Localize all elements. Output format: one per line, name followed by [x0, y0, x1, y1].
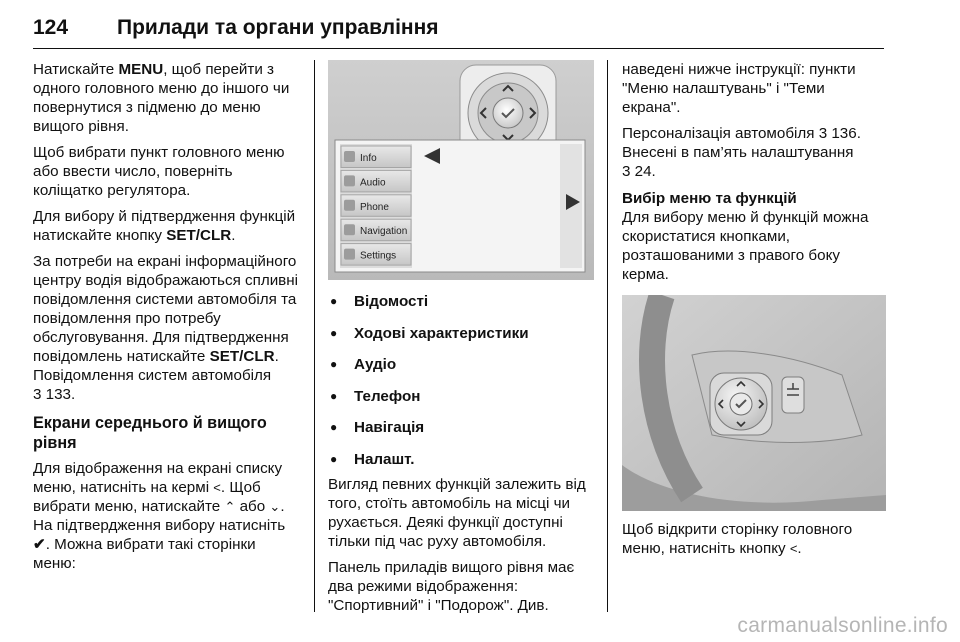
phone-icon — [344, 200, 355, 211]
paragraph-instructions: наведені нижче інструкції: пункти "Меню налаштувань" і "Теми екрана". — [622, 61, 856, 116]
paragraph-display-modes: Панель приладів вищого рівня має два режими відображення: "Спортивний" і "Подорож". Див. — [328, 559, 575, 614]
header-rule — [33, 48, 884, 49]
navigation-icon — [344, 224, 355, 235]
screen-menu-item — [341, 146, 411, 168]
paragraph-function-availability: Вигляд певних функцій залежить від того, стоїть автомобіль на місці чи рухається. Деякі функції доступні тільки під час руху автомобіля. — [328, 476, 586, 550]
paragraph-confirm: Для вибору й підтвердження функцій натискайте кнопку SET/CLR. — [33, 208, 296, 244]
screen-menu-item — [341, 244, 411, 266]
screen-menu-label: Navigation — [360, 226, 408, 238]
watermark: carmanualsonline.info — [737, 614, 948, 637]
settings-icon — [344, 249, 355, 260]
steering-controller-icon — [710, 373, 772, 435]
page-title: Прилади та органи управління — [117, 16, 439, 39]
paragraph-buttons: Для вибору меню й функцій можна скористатися кнопками, розташованими з правого боку керма. — [622, 209, 869, 283]
key-menu: MENU — [118, 61, 164, 78]
menu-page-item: ● Налашт. — [328, 450, 594, 469]
screen-menu-item — [341, 219, 411, 241]
music-note-icon — [344, 175, 355, 186]
paragraph-open-main-menu: Щоб відкрити сторінку головного меню, натисніть кнопку <. — [622, 521, 853, 557]
steering-wheel-illustration — [622, 295, 886, 511]
info-icon — [344, 151, 355, 162]
column-divider-2 — [607, 60, 608, 612]
screen-menu-label: Settings — [360, 250, 397, 262]
screen-menu-label: Phone — [360, 201, 389, 213]
section-heading-menu-select: Вибір меню та функцій — [622, 190, 797, 207]
paragraph-wheel: Щоб вибрати пункт головного меню або ввести число, поверніть коліщатко регулятора. — [33, 144, 285, 199]
paragraph-menu-list: Для відображення на екрані списку меню, натисніть на кермі <. Щоб вибрати меню, натискайте ⌃ або ⌄. На підтвердження вибору натисніть ✔. Можна вибрати такі сторінки меню: — [33, 460, 286, 572]
screen-menu-item — [341, 195, 411, 217]
menu-page-item: ● Телефон — [328, 387, 594, 406]
column-3-bottom — [622, 520, 886, 565]
menu-page-item: ● Ходові характеристики — [328, 324, 594, 343]
column-divider-1 — [314, 60, 315, 612]
screen-menu-label: Info — [360, 153, 377, 164]
menu-page-item: ● Аудіо — [328, 355, 594, 374]
up-chevron-icon: ⌃ — [224, 499, 236, 514]
page-number: 124 — [33, 16, 69, 39]
menu-page-item: ● Навігація — [328, 418, 594, 437]
page-reference: 3 133. — [33, 386, 76, 403]
column-2 — [328, 292, 594, 622]
screen-menu-item — [341, 170, 411, 192]
down-chevron-icon: ⌄ — [269, 499, 281, 514]
key-set-clr: SET/CLR — [166, 227, 232, 244]
display-menu-illustration — [328, 60, 594, 280]
paragraph-menu: Натискайте MENU, щоб перейти з одного головного меню до іншого чи повернутися з підменю до меню вищого рівня. — [33, 61, 290, 135]
section-heading-screens: Екрани середнього й вищого рівня — [33, 414, 267, 452]
paragraph-personalisation: Персоналізація автомобіля 3 136. Внесені в пам’ять налаштування 3 24. — [622, 125, 861, 180]
screen-menu-label: Audio — [360, 177, 386, 189]
page-header — [33, 16, 439, 40]
paragraph-messages: За потреби на екрані інформаційного центру водія відображаються спливні повідомлення системи автомобіля та повідомлення про потребу обслуговування. Для підтвердження повідомлень натискайте SET/CLR. Повідомлення систем автомобіля 3 133. — [33, 253, 299, 403]
menu-pages-list — [328, 292, 594, 469]
column-1 — [33, 60, 301, 580]
key-set-clr-2: SET/CLR — [209, 348, 275, 365]
back-arrow-icon: < — [213, 480, 221, 495]
menu-page-item: ● Відомості — [328, 292, 594, 311]
checkmark-icon: ✔ — [33, 536, 46, 553]
column-3 — [622, 60, 886, 291]
back-arrow-icon: < — [789, 541, 798, 556]
